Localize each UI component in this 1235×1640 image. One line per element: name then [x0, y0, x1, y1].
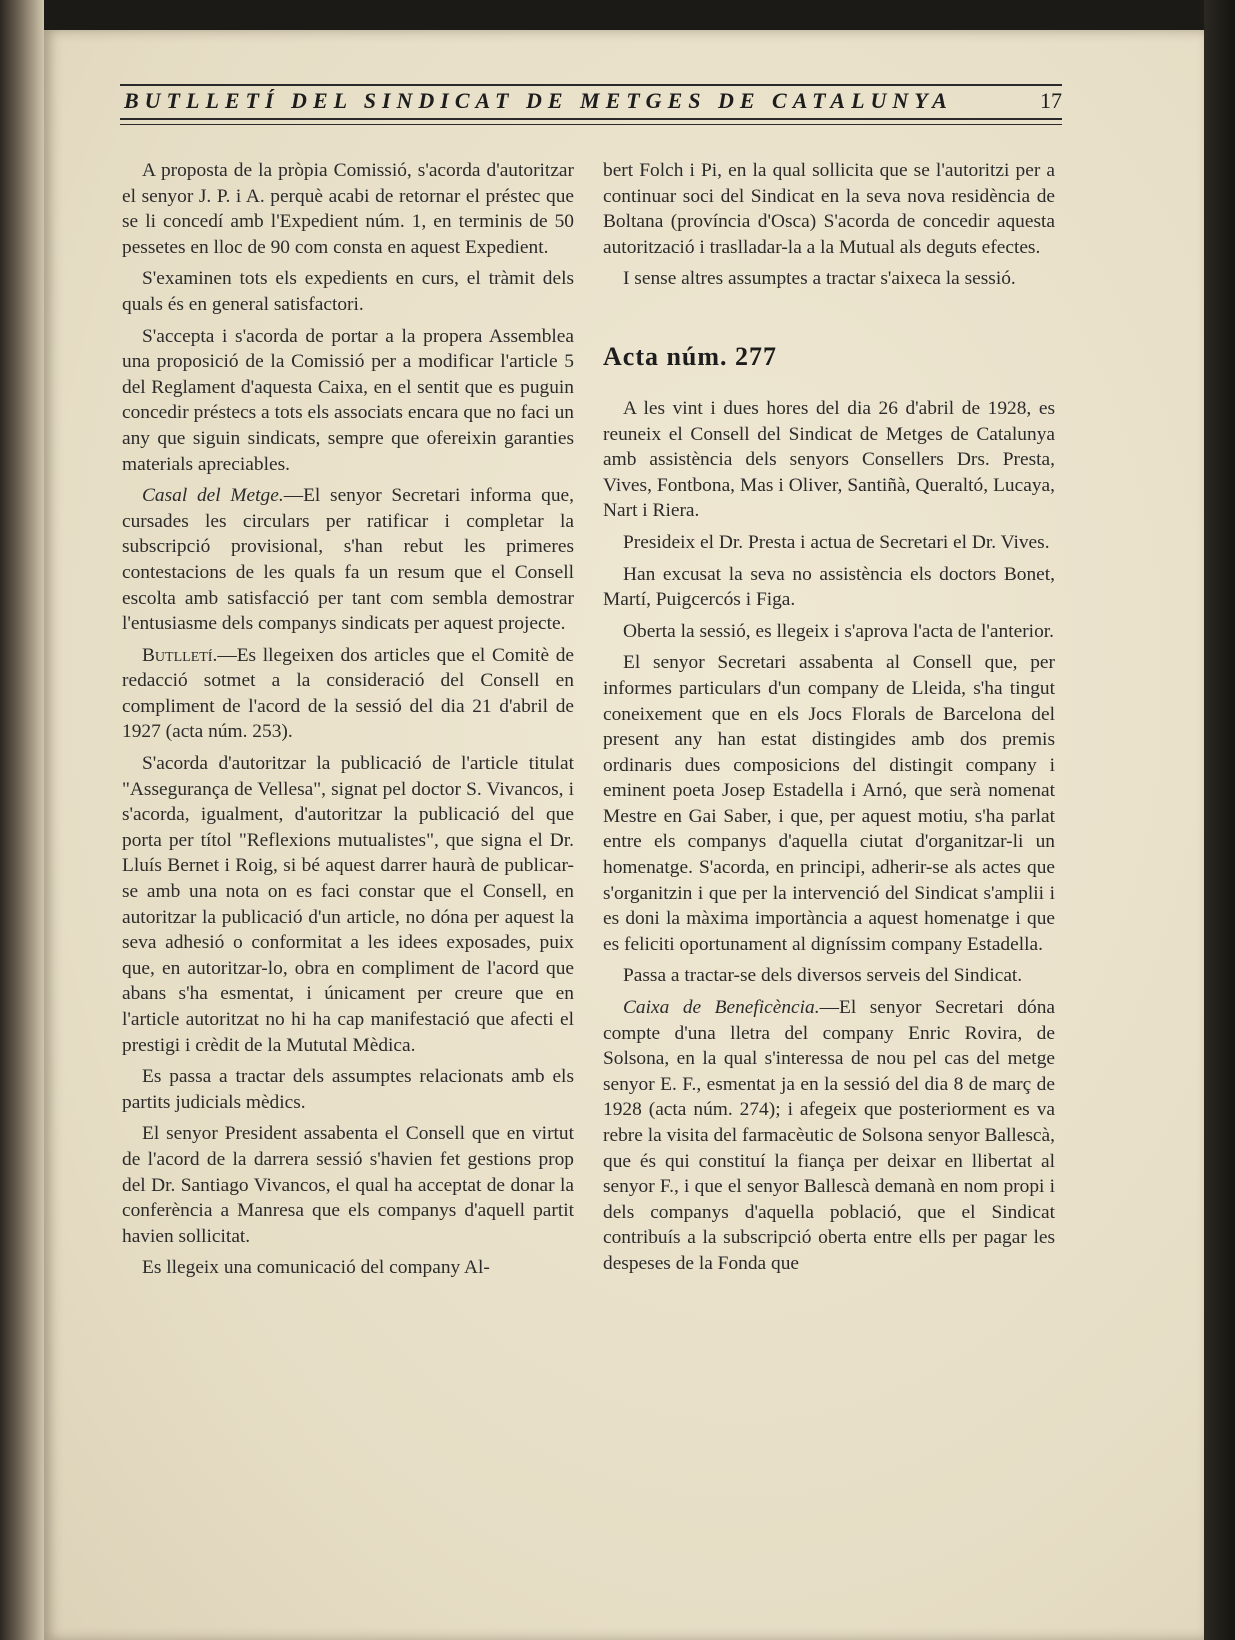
run-in-heading: Caixa de Beneficència.: [623, 997, 820, 1019]
run-in-heading: Casal del Metge.: [142, 485, 284, 507]
left-column: [122, 158, 574, 1287]
running-header: [120, 84, 1062, 130]
paragraph: Han excusat la seva no assistència els doctors Bonet, Martí, Puigcercós i Figa.: [603, 563, 1055, 611]
header-rule-bottom-thin: [120, 124, 1062, 125]
page-edge-shadow: [1204, 0, 1235, 1640]
paragraph-caixa-de-beneficencia: [603, 995, 1055, 1277]
paragraph-casal-del-metge: [122, 483, 574, 637]
page-number: 17: [1040, 88, 1062, 113]
paragraph: A proposta de la pròpia Comissió, s'acorda d'autoritzar el senyor J. P. i A. perquè acabi de retornar el préstec que se li concedí amb l'Expedient núm. 1, en terminis de 50 pessetes en lloc de 90 com consta en aquest Expedient.: [122, 160, 574, 258]
paragraph: Es llegeix una comunicació del company Al-: [142, 1257, 490, 1279]
paragraph-body: —El senyor Secretari informa que, cursades les circulars per ratificar i completar la subscripció provisional, s'han rebut les primeres contestacions de les quals fa un resum que el Consell escolta amb satisfacció per tant com sembla demostrar l'entusiasme dels companys sindicats per aquest projecte.: [122, 485, 574, 635]
paragraph: El senyor Secretari assabenta al Consell que, per informes particulars d'un company de Lleida, s'ha tingut coneixement que en els Jocs Florals de Barcelona del present any han estat distingides amb dos premis ordinaris dues composicions del distingit company i eminent poeta Josep Estadella i Arnó, que serà nomenat Mestre en Gai Saber, i que, per aquest motiu, s'ha parlat entre els companys d'aquella ciutat d'organitzar-li un homenatge. S'acorda, en principi, adherir-se als actes que s'organitzin i que per la intervenció del Sindicat s'amplii i es doni la màxima importància a aquest homenatge i que es feliciti oportunament al digníssim company Estadella.: [603, 652, 1055, 955]
paragraph-continued: bert Folch i Pi, en la qual sollicita que se l'autoritzi per a continuar soci del Sindicat en la seva nova residència de Boltana (província d'Osca) S'acorda de concedir aquesta autorització i traslladar-la a la Mutual als deguts efectes.: [603, 160, 1055, 258]
paragraph: S'examinen tots els expedients en curs, el tràmit dels quals és en general satisfactori.: [122, 268, 574, 315]
right-column: [603, 158, 1055, 1283]
header-rule-top: [120, 84, 1062, 86]
paragraph: Oberta la sessió, es llegeix i s'aprova l'acta de l'anterior.: [623, 620, 1054, 642]
paragraph: A les vint i dues hores del dia 26 d'abril de 1928, es reuneix el Consell del Sindicat de Metges de Catalunya amb assistència dels senyors Consellers Drs. Presta, Vives, Fontbona, Mas i Oliver, Santiñà, Queraltó, Lucaya, Nart i Riera.: [603, 397, 1055, 522]
paragraph: Passa a tractar-se dels diversos serveis del Sindicat.: [623, 965, 1023, 987]
paragraph: Es passa a tractar dels assumptes relacionats amb els partits judicials mèdics.: [122, 1066, 574, 1113]
paragraph-body: —El senyor Secretari dóna compte d'una lletra del company Enric Rovira, de Solsona, en la qual s'interessa de nou pel cas del metge senyor E. F., esmentat ja en la sessió del dia 8 de març de 1928 (acta núm. 274); i afegeix que posteriorment es va rebre la visita del farmacèutic de Solsona senyor Ballescà, que és qui constituí la fiança per deixar en llibertat al senyor F., i que el senyor Ballescà demanà en nom propi i dels companys d'aquella població, que el Sindicat contribuís a la subscripció oberta entre ells per pagar les despeses de la Fonda que: [603, 997, 1055, 1274]
paragraph-butlleti: [122, 643, 574, 745]
paragraph: Presideix el Dr. Presta i actua de Secretari el Dr. Vives.: [623, 531, 1050, 553]
paragraph: S'acorda d'autoritzar la publicació de l'article titulat "Assegurança de Vellesa", signat pel doctor S. Vivancos, i s'acorda, igualment, d'autoritzar la publicació del que porta per títol "Reflexions mutualistes", que signa el Dr. Lluís Bernet i Roig, si bé aquest darrer haurà de publicar-se amb una nota on es faci constar que el Consell, en autoritzar la publicació d'un article, no dóna per aquest la seva adhesió o conformitat a les idees exposades, puix que, en autoritzar-lo, obra en compliment de l'acord que abans s'ha esmentat, i únicament per creure que en l'article autoritzat no hi ha cap manifestació que afecti el prestigi i crèdit de la Mututal Mèdica.: [122, 753, 574, 1056]
paragraph: El senyor President assabenta el Consell que en virtut de l'acord de la darrera sessió s'havien fet gestions prop del Dr. Santiago Vivancos, el qual ha acceptat de donar la conferència a Manresa que els companys d'aquell partit havien sollicitat.: [122, 1123, 574, 1247]
run-in-heading: Butlletí.: [142, 644, 218, 666]
book-spine-shadow: [0, 0, 44, 1640]
paragraph: I sense altres assumptes a tractar s'aixeca la sessió.: [623, 268, 1016, 290]
section-heading: Acta núm. 277: [603, 341, 778, 371]
paragraph-body: —Es llegeixen dos articles que el Comitè de redacció sotmet a la consideració del Consell en compliment de l'acord de la sessió del dia 21 d'abril de 1927 (acta núm. 253).: [122, 644, 574, 743]
paragraph: S'accepta i s'acorda de portar a la propera Assemblea una proposició de la Comissió per a modificar l'article 5 del Reglament d'aquesta Caixa, en el sentit que es puguin concedir préstecs a tots els associats encara que no faci un any que siguin sindicats, sempre que ofereixin garanties materials apreciables.: [122, 325, 574, 475]
journal-title: BUTLLETÍ DEL SINDICAT DE METGES DE CATALUNYA: [124, 88, 953, 113]
header-rule-bottom: [120, 118, 1062, 120]
